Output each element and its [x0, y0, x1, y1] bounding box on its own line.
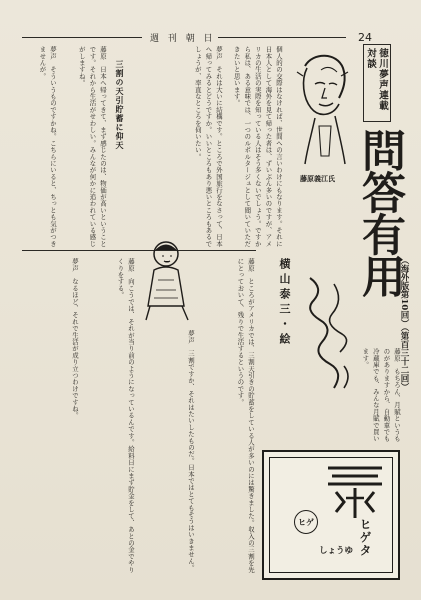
edition-info: （海外版第10回）（第百三十二回）	[399, 256, 409, 392]
text-column-9: 藤原 もちろん、月賦というものがありますから、自動車でも冷蔵庫でも、みんな月賦で買います。	[361, 348, 401, 442]
illustrator-name: 横山泰三	[278, 258, 291, 318]
text-column-5: 藤原 ところがアメリカでは、三割天引きの貯蓄をしている人が多いのには驚きました。収入の三割を先にとっておいて、残りで生活するというのです。	[236, 258, 255, 573]
text-column-2: 夢声 それは大いに結構です。ところで外国旅行をなさって、日本へ帰ってみるとどうですか。いいところもあり悪いところもあるでしょうが、率直なところを伺いたい。	[193, 46, 223, 247]
brand-name: ヒゲタ	[358, 518, 372, 557]
text-column-6: 夢声 三割ですか、それはたいしたものだ。日本ではとてもそうはいきません。	[187, 330, 195, 572]
series-label: 徳川夢声連載対談	[363, 44, 391, 122]
text-column-8: 夢声 なるほど、それで生活が成り立つわけですね。	[71, 258, 79, 419]
illustrator-suffix: ・絵	[278, 318, 291, 348]
header-rule-right	[218, 37, 346, 38]
portrait-caption: 藤原義江氏	[300, 174, 335, 183]
header-rule-left	[22, 37, 142, 38]
portrait-illustration	[285, 46, 355, 174]
page-number: 24	[358, 31, 372, 44]
text-column-3: 藤原 日本へ帰ってきて、まず感じたのは、物価が高いということです。それから生活がせわしい。みんなが何かに追われている感じがしますね。	[77, 46, 107, 247]
soy-sauce-logo-icon	[322, 462, 388, 522]
magazine-title: 週 刊 朝 日	[150, 34, 216, 44]
text-column-7: 藤原 向こうでは、それが当り前のようになっているんです。給料日にまず貯金をして、あとの金でやりくりをする。	[116, 258, 135, 573]
brand-mark: ヒゲ	[294, 510, 318, 534]
text-column-4: 夢声 そういうものですかね。こちらにいると、ちっとも気がつきませんが。	[38, 46, 57, 247]
caricature-illustration	[136, 236, 198, 324]
advertisement	[262, 450, 400, 580]
series-main-title: 問答有用	[354, 128, 405, 296]
text-column-1: 個人的の交際はなければ、世間への言いわけにもなります。それに日本人として海外を見て帰った者は、ずいぶん多いのですが、アメリカの生活の実際を知っている人はそう多くないでしょう。ですから私は、ある意味では、一つのルポルタージュとして聞いていただきたいと思います。	[232, 46, 283, 247]
illustrator-credit	[262, 258, 292, 348]
section-heading-1: 三割の天引貯蓄に仰天	[115, 60, 125, 150]
brand-subtitle: しょうゆ	[319, 546, 354, 556]
